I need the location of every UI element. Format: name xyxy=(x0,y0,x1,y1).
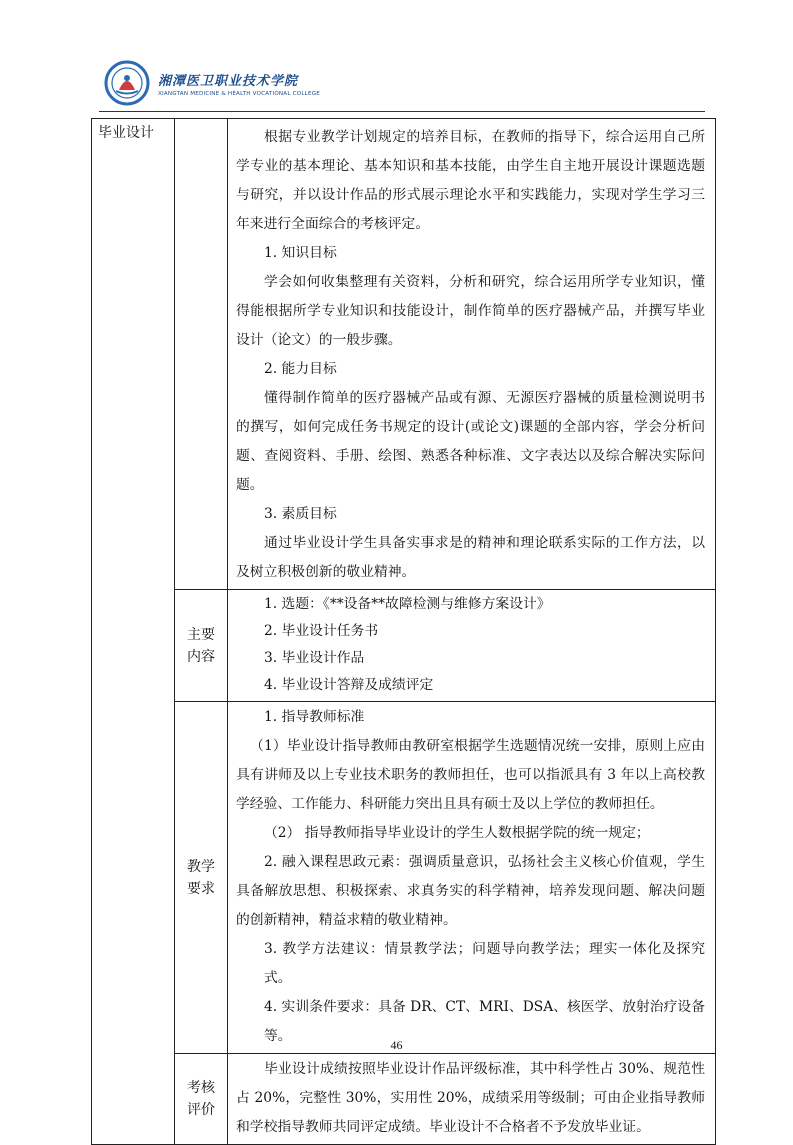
objectives-row xyxy=(92,119,716,590)
teaching-item: （1）毕业设计指导教师由教研室根据学生选题情况统一安排，原则上应由具有讲师及以上专业技术职务的教师担任，也可以指派具有 3 年以上高校教学经验、工作能力、科研能力突出且具有硕士及以上学位的教师担任。 xyxy=(236,738,705,812)
section-title: 毕业设计 xyxy=(98,125,154,141)
knowledge-text: 学会如何收集整理有关资料，分析和研究，综合运用所学专业知识，懂得能根据所学专业知识和技能设计，制作简单的医疗器械产品，并撰写毕业设计（论文）的一般步骤。 xyxy=(236,274,705,348)
school-emblem-icon xyxy=(104,60,150,106)
assessment-text: 毕业设计成绩按照毕业设计作品评级标准，其中科学性占 30%、规范性占 20%，完整性 30%，实用性 20%，成绩采用等级制；可由企业指导教师和学校指导教师共同评定成绩。毕业设计不合格者不予发放毕业证。 xyxy=(236,1061,705,1135)
section-title-cell xyxy=(92,119,175,1145)
knowledge-heading: 1. 知识目标 xyxy=(264,245,337,261)
page-number: 46 xyxy=(390,1038,403,1052)
teaching-label: 教学 要求 xyxy=(175,702,228,1054)
ability-heading: 2. 能力目标 xyxy=(264,361,337,377)
teaching-item: 2. 融入课程思政元素：强调质量意识，弘扬社会主义核心价值观，学生具备解放思想、积极探索、求真务实的科学精神，培养发现问题、解决问题的创新精神，精益求精的敬业精神。 xyxy=(236,854,705,928)
objectives-label-cell xyxy=(175,119,228,590)
teaching-item: （2） 指导教师指导毕业设计的学生人数根据学院的统一规定； xyxy=(264,825,650,841)
teaching-item: 1. 指导教师标准 xyxy=(264,709,365,725)
content-item: 1. 选题：《**设备**故障检测与维修方案设计》 xyxy=(264,596,551,612)
school-name-cn: 湘潭医卫职业技术学院 xyxy=(158,73,299,89)
assessment-cell xyxy=(228,1054,716,1145)
content-label: 主要 内容 xyxy=(175,590,228,702)
quality-text: 通过毕业设计学生具备实事求是的精神和理论联系实际的工作方法，以及树立积极创新的敬业精神。 xyxy=(236,535,705,580)
content-item: 4. 毕业设计答辩及成绩评定 xyxy=(264,677,434,693)
objectives-cell xyxy=(228,119,716,590)
teaching-row xyxy=(92,702,716,1054)
assessment-row xyxy=(92,1054,716,1145)
content-cell xyxy=(228,590,716,702)
content-item: 3. 毕业设计作品 xyxy=(264,650,365,666)
ability-text: 懂得制作简单的医疗器械产品或有源、无源医疗器械的质量检测说明书的撰写，如何完成任务书规定的设计(或论文)课题的全部内容，学会分析问题、查阅资料、手册、绘图、熟悉各种标准、文字表达以及综合解决实际问题。 xyxy=(236,390,705,493)
teaching-cell xyxy=(228,702,716,1054)
school-name-en: XIANGTAN MEDICINE & HEALTH VOCATIONAL COLLEGE xyxy=(158,90,320,97)
objectives-intro: 根据专业教学计划规定的培养目标，在教师的指导下，综合运用自己所学专业的基本理论、基本知识和基本技能，由学生自主地开展设计课题选题与研究，并以设计作品的形式展示理论水平和实践能力，实现对学生学习三年来进行全面综合的考核评定。 xyxy=(236,129,705,232)
header-divider xyxy=(99,111,705,112)
content-item: 2. 毕业设计任务书 xyxy=(264,623,379,639)
school-logo xyxy=(104,60,320,106)
content-row xyxy=(92,590,716,702)
quality-heading: 3. 素质目标 xyxy=(264,506,337,522)
assessment-label: 考核 评价 xyxy=(175,1054,228,1145)
teaching-item: 3. 教学方法建议：情景教学法；问题导向教学法；理实一体化及探究式。 xyxy=(264,941,705,986)
teaching-item: 4. 实训条件要求：具备 DR、CT、MRI、DSA、核医学、放射治疗设备等。 xyxy=(264,999,705,1044)
curriculum-table xyxy=(91,118,716,1145)
